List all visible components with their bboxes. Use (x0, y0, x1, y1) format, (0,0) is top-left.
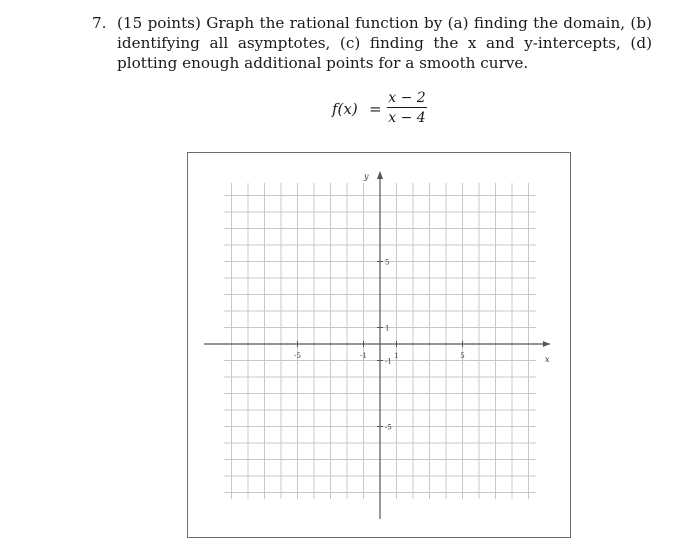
formula-fraction (387, 90, 427, 126)
y-tick-label: -1 (385, 357, 392, 366)
y-tick-label: 1 (385, 324, 390, 333)
formula-lhs: f(x) (332, 100, 358, 118)
x-tick-label: -1 (360, 352, 367, 360)
problem-text: (15 points) Graph the rational function by (a) finding the domain, (b) identifying all asymptotes, (c) finding the x and y-intercepts, (d) plotting enough additional points for a smooth curve. (117, 14, 652, 72)
x-tick-label: 5 (460, 352, 465, 360)
y-axis-arrow (377, 171, 383, 179)
x-tick-label: -5 (294, 352, 301, 360)
formula-numerator: x − 2 (388, 90, 426, 106)
y-tick-label: -5 (385, 423, 392, 432)
x-axis-label: x (545, 355, 550, 364)
problem-statement (92, 13, 652, 73)
x-axis-arrow (543, 341, 550, 347)
y-tick-label: 5 (385, 258, 390, 267)
formula-denominator: x − 4 (388, 110, 426, 126)
graph-frame (187, 152, 571, 538)
formula-equals: = (369, 100, 382, 118)
x-tick-label: 1 (394, 352, 399, 360)
function-formula (332, 90, 452, 130)
y-axis-label: y (364, 172, 369, 181)
coordinate-grid (188, 153, 570, 537)
problem-number: 7. (92, 14, 107, 32)
fraction-bar (387, 107, 427, 108)
